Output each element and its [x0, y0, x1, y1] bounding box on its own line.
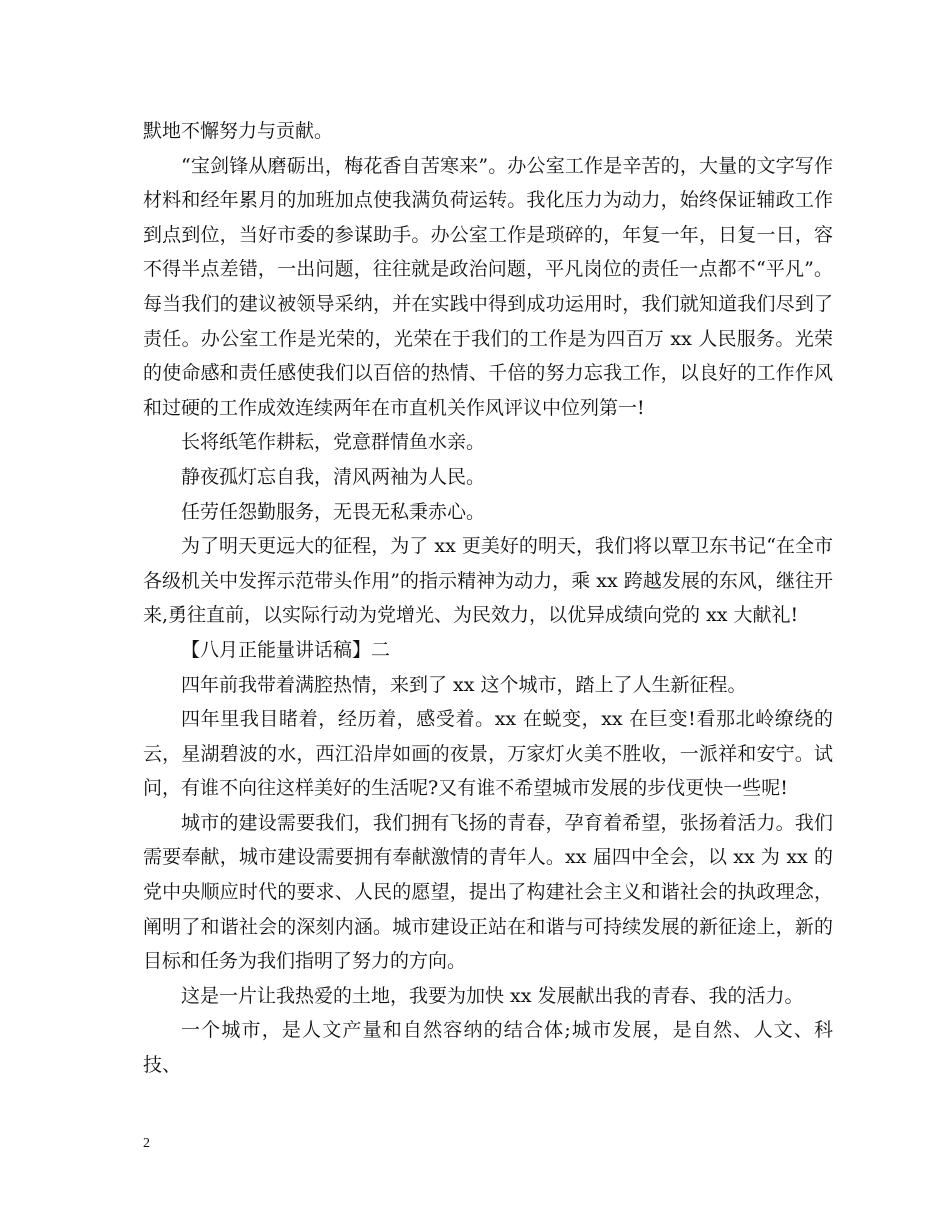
section-heading: 【八月正能量讲话稿】二	[181, 638, 391, 661]
paragraph: 默地不懈努力与贡献。	[143, 120, 334, 142]
poem-line: 长将纸笔作耕耘，党意群情鱼水亲。	[181, 431, 486, 454]
paragraph: 一个城市，是人文产量和自然容纳的结合体;城市发展，是自然、人文、科技、	[143, 1019, 833, 1077]
paragraph: 四年前我带着满腔热情，来到了 xx 这个城市，踏上了人生新征程。	[181, 673, 747, 696]
paragraph: 城市的建设需要我们，我们拥有飞扬的青春，孕育着希望，张扬着活力。我们需要奉献，城市建设需要拥有奉献激情的青年人。xx 届四中全会，以 xx 为 xx 的党中央顺应时代的要求、人民的愿望，提出了构建社会主义和谐社会的执政理念，阐明了和谐社会的深刻内涵。城市建设正站在和谐与可持续发展的新征途上，新的目标和任务为我们指明了努力的方向。	[143, 811, 833, 973]
paragraph: “宝剑锋从磨砺出，梅花香自苦寒来”。办公室工作是辛苦的，大量的文字写作材料和经年累月的加班加点使我满负荷运转。我化压力为动力，始终保证辅政工作到点到位，当好市委的参谋助手。办公室工作是琐碎的，年复一年，日复一日，容不得半点差错，一出问题，往往就是政治问题，平凡岗位的责任一点都不“平凡”。每当我们的建议被领导采纳，并在实践中得到成功运用时，我们就知道我们尽到了责任。办公室工作是光荣的，光荣在于我们的工作是为四百万 xx 人民服务。光荣的使命感和责任感使我们以百倍的热情、千倍的努力忘我工作，以良好的工作作风和过硬的工作成效连续两年在市直机关作风评议中位列第一!	[143, 154, 833, 419]
paragraph: 这是一片让我热爱的土地，我要为加快 xx 发展献出我的青春、我的活力。	[181, 984, 804, 1007]
poem-line: 任劳任怨勤服务，无畏无私秉赤心。	[181, 500, 486, 523]
paragraph: 为了明天更远大的征程，为了 xx 更美好的明天，我们将以覃卫东书记“在全市各级机关中发挥示范带头作用”的指示精神为动力，乘 xx 跨越发展的东风，继往开来,勇往直前，以实际行动为党增光、为民效力，以优异成绩向党的 xx 大献礼!	[143, 535, 833, 627]
paragraph: 四年里我目睹着，经历着，感受着。xx 在蜕变，xx 在巨变!看那北岭缭绕的云，星湖碧波的水，西江沿岸如画的夜景，万家灯火美不胜收，一派祥和安宁。试问，有谁不向往这样美好的生活呢?又有谁不希望城市发展的步伐更快一些呢!	[143, 708, 833, 800]
page-number: 2	[143, 1136, 150, 1151]
poem-line: 静夜孤灯忘自我，清风两袖为人民。	[181, 465, 486, 488]
document-body	[143, 114, 833, 1083]
